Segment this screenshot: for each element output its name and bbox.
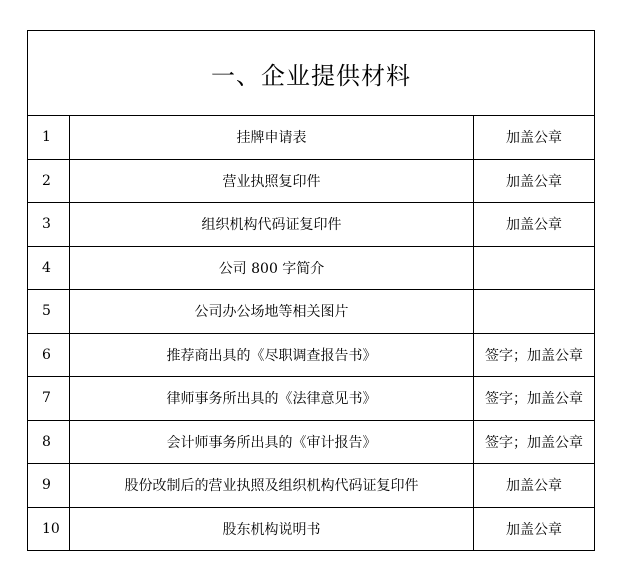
row-number: 6 [28,333,70,377]
material-item: 股份改制后的营业执照及组织机构代码证复印件 [70,464,474,508]
material-note: 加盖公章 [474,159,595,203]
table-row [28,159,595,203]
material-note: 签字；加盖公章 [474,377,595,421]
row-number: 5 [28,290,70,334]
row-number: 1 [28,116,70,160]
material-item: 股东机构说明书 [70,507,474,551]
row-number: 2 [28,159,70,203]
material-item: 挂牌申请表 [70,116,474,160]
material-note: 加盖公章 [474,203,595,247]
title-row [28,31,595,116]
table-row [28,507,595,551]
material-note: 签字；加盖公章 [474,420,595,464]
material-note [474,290,595,334]
material-note [474,246,595,290]
materials-table [27,30,595,551]
table-row [28,203,595,247]
row-number: 8 [28,420,70,464]
material-item: 律师事务所出具的《法律意见书》 [70,377,474,421]
material-item: 推荐商出具的《尽职调查报告书》 [70,333,474,377]
material-note: 加盖公章 [474,464,595,508]
material-item: 营业执照复印件 [70,159,474,203]
row-number: 3 [28,203,70,247]
table-row [28,333,595,377]
row-number: 10 [28,507,70,551]
material-item: 会计师事务所出具的《审计报告》 [70,420,474,464]
material-item: 公司 800 字简介 [70,246,474,290]
table-row [28,116,595,160]
material-item: 组织机构代码证复印件 [70,203,474,247]
table-row [28,464,595,508]
table-row [28,377,595,421]
table-row [28,420,595,464]
row-number: 7 [28,377,70,421]
table-row [28,246,595,290]
table-row [28,290,595,334]
row-number: 9 [28,464,70,508]
material-note: 加盖公章 [474,116,595,160]
table-title: 一、企业提供材料 [28,31,595,116]
row-number: 4 [28,246,70,290]
material-note: 加盖公章 [474,507,595,551]
material-note: 签字；加盖公章 [474,333,595,377]
material-item: 公司办公场地等相关图片 [70,290,474,334]
